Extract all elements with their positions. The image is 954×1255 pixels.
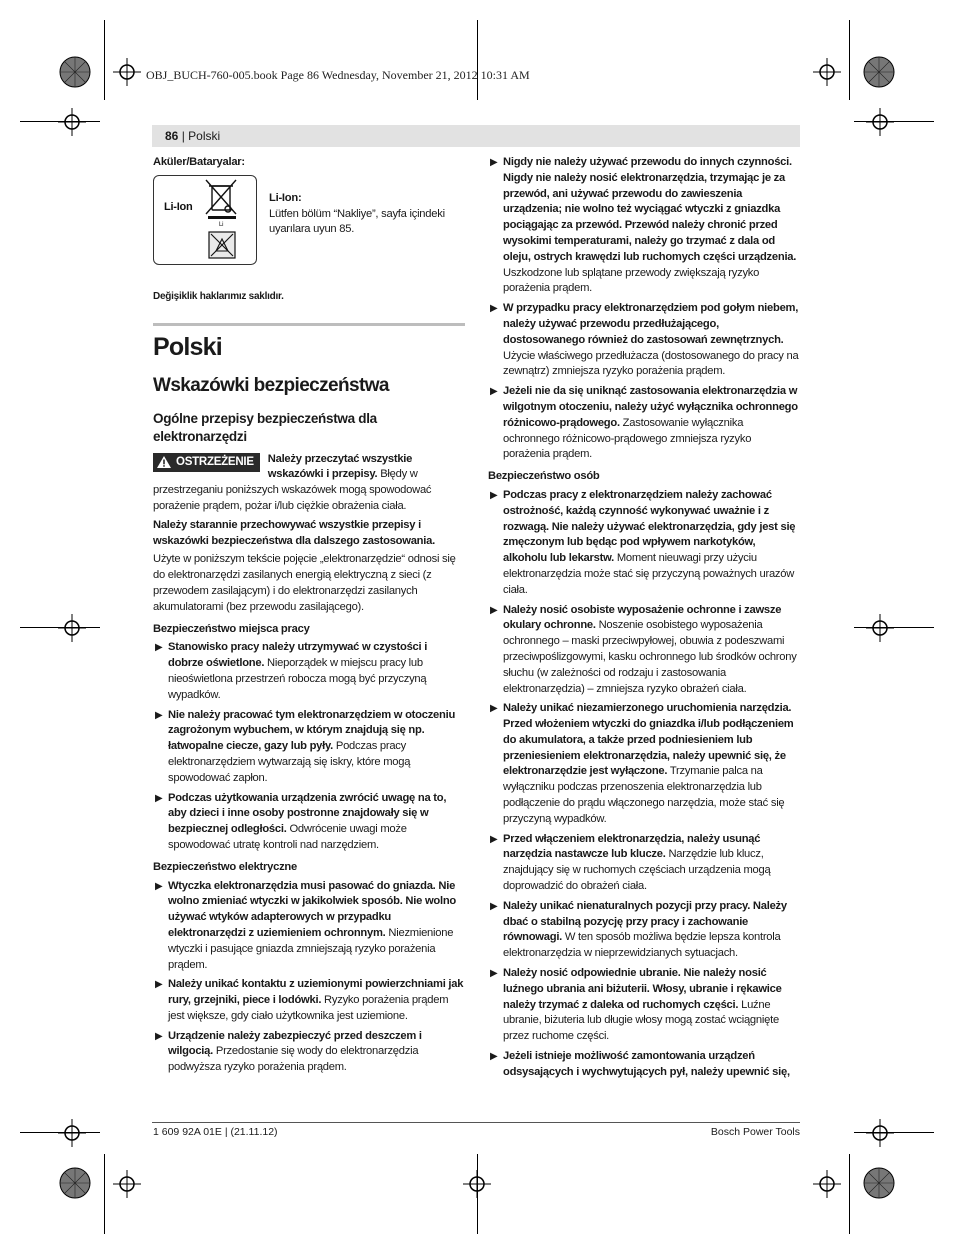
keep-instructions: Należy starannie przechowywać wszystkie przepisy i wskazówki bezpieczeństwa dla dalszego zastosowania. [153,518,435,547]
crop-line [477,1154,478,1234]
list-item-text: Niezmienione wtyczki i pasujące gniazda zmniejszają ryzyko porażenia prądem. [168,926,454,971]
list-item-text: Noszenie osobistego wyposażenia ochronnego – maski przeciwpyłowej, obuwia z podeszwami przeciwpoślizgowymi, kasku ochronnego lub środków ochrony słuchu (w zależności od rodzaju i zastosowania elektronarzędzia) – zmniejsza ryzyko obrażeń ciała. [503,619,797,695]
list-item [153,640,465,703]
list-item-bold: Przed włączeniem elektronarzędzia, należy usunąć narzędzia nastawcze lub klucze. [503,832,761,861]
list-item [488,832,800,895]
bullet-arrow-icon: ▶ [490,157,498,168]
warning-label: OSTRZEŻENIE [176,455,254,468]
crop-line [477,20,478,100]
header-separator: | [178,129,189,143]
warning-badge [153,453,260,473]
list-item-bold: Należy unikać nienaturalnych pozycji przy pracy. Należy dbać o stabilną pozycję przy pracy i zachowanie równowagi. [503,899,787,944]
crop-line [854,1132,934,1133]
bullet-arrow-icon: ▶ [490,303,498,315]
footer-rule [152,1122,800,1123]
workplace-safety-title: Bezpieczeństwo miejsca pracy [153,622,310,635]
list-item-bold: Należy nosić odpowiednie ubranie. Nie należy nosić luźnego ubrania ani biżuterii. Włosy, ubranie i rękawice należy trzymać z daleka od ruchomych części. [503,967,782,1011]
list-item [488,603,800,698]
battery-title: Aküler/Bataryalar: [153,156,245,168]
power-tool-definition: Użyte w poniższym tekście pojęcie „elektronarzędzie“ odnosi się do elektronarzędzi zasilanych energią elektryczną z sieci (z przewodem zasilającym) i do elektronarzędzi zasilanych akumulatorami (bez przewodu zasilającego). [153,553,456,613]
bullet-arrow-icon: ▶ [490,833,498,845]
crosshair-mark-icon [866,108,894,136]
crop-line [854,627,934,628]
list-item-text: Zastosowanie wyłącznika ochronnego różnicowo-prądowego zmniejsza ryzyko porażenia prądem. [503,416,752,461]
footer-brand: Bosch Power Tools [710,1126,800,1138]
crop-line [854,121,934,122]
list-item-text: Nieporządek w miejscu pracy lub nieoświetlona przestrzeń robocza mogą być przyczyną wypadków. [168,657,427,701]
right-column [488,155,800,1085]
bullet-arrow-icon: ▶ [155,709,163,721]
crop-line [20,1132,100,1133]
list-item-text: Luźne ubranie, biżuteria lub długie włosy mogą zostać wciągnięte przez ruchome części. [503,998,779,1043]
list-item-bold: Nigdy nie należy używać przewodu do innych czynności. Nigdy nie należy nosić elektronarzędzia, trzymając je za przewód, ani używać przewodu do zawieszenia urządzenia; nie wolno też wyciągać wtyczki z gniazdka pociągając za przewód. Przewód należy chronić przed wysokimi temperaturami, należy go trzymać z dala od oleju, ostrych krawędzi lub ruchomych części urządzenia. [503,156,797,263]
battery-text-body: Lütfen bölüm “Nakliye”, sayfa içindeki uyarılara uyun 85. [269,207,445,236]
crossed-bin-icon [154,176,258,266]
list-item-text: Moment nieuwagi przy użyciu elektronarzędzia może stać się przyczyną poważnych urazów ciała. [503,552,795,596]
warning-triangle-icon [157,456,171,468]
bullet-arrow-icon: ▶ [155,1030,163,1042]
disposal-symbol-box [153,175,257,265]
crosshair-mark-icon [113,58,141,86]
list-item-bold: Należy unikać kontaktu z uziemionymi powierzchniami jak rury, grzejniki, piece i lodówki. [168,978,464,1007]
list-item [488,701,800,827]
bullet-arrow-icon: ▶ [155,880,163,892]
list-item [153,791,465,854]
list-item-bold: Jeżeli istnieje możliwość zamontowania urządzeń odsysających i wychwytujących pył, należy upewnić się, [503,1050,790,1078]
page-header [152,125,800,147]
list-item [153,1029,465,1076]
changes-reserved: Değişiklik haklarımız saklıdır. [153,290,284,302]
list-item [153,879,465,974]
recycling-symbol-icon [208,231,236,259]
li-label: Li [219,221,224,228]
list-item [488,1049,800,1081]
language-heading: Polski [153,332,222,361]
crosshair-mark-icon [58,1119,86,1147]
crop-line [104,1154,105,1234]
warning-bold-text: Należy przeczytać wszystkie wskazówki i przepisy. [267,452,413,481]
list-item-bold: Urządzenie należy zabezpieczyć przed deszczem i wilgocią. [168,1029,422,1058]
crop-line [20,627,100,628]
bullet-arrow-icon: ▶ [155,642,163,654]
battery-text-title: Li-Ion: [269,191,302,204]
list-item [488,899,800,962]
section-rule [153,323,465,326]
bullet-arrow-icon: ▶ [490,900,498,912]
warning-paragraph [153,452,465,515]
list-item [488,301,800,380]
bullet-arrow-icon: ▶ [490,489,498,501]
page-number: 86 [165,129,179,143]
bullet-arrow-icon: ▶ [155,792,163,804]
list-item-text: Narzędzie lub klucz, znajdujący się w ruchomych częściach urządzenia mogą doprowadzić do obrażeń ciała. [503,848,771,893]
crosshair-mark-icon [113,1170,141,1198]
battery-text [269,191,465,265]
list-item [488,384,800,463]
list-item-bold: Należy unikać niezamierzonego uruchomienia narzędzia. Przed włożeniem wtyczki do gniazdka i/lub podłączeniem do akumulatora, a także przed podniesieniem lub przeniesieniem elektronarzędzia, należy upewnić się, że elektronarzędzie jest wyłączone. [503,702,794,778]
list-item-bold: Stanowisko pracy należy utrzymywać w czystości i dobrze oświetlone. [168,641,428,670]
crosshair-mark-icon [58,108,86,136]
liion-label: Li-Ion [164,200,193,213]
list-item-bold: Nie należy pracować tym elektronarzędziem w otoczeniu zagrożonym wybuchem, w którym znajdują się np. łatwopalne ciecze, gazy lub pyły. [168,708,456,753]
list-item [488,966,800,1045]
list-item-text: Ryzyko porażenia prądem jest większe, gdy ciało użytkownika jest uziemione. [168,994,449,1022]
battery-disposal [153,175,465,265]
list-item-bold: W przypadku pracy elektronarzędziem pod gołym niebem, należy używać przewodu przedłużającego, dostosowanego również do zastosowań zewnętrznych. [503,302,799,346]
list-item-bold: Należy nosić osobiste wyposażenie ochronne i zawsze okulary ochronne. [503,603,782,632]
list-item-text: Uszkodzone lub splątane przewody zwiększają ryzyko porażenia prądem. [503,266,760,295]
crop-line [849,1154,850,1234]
personal-safety-title: Bezpieczeństwo osób [488,470,600,483]
bullet-arrow-icon: ▶ [155,979,163,991]
list-item-bold: Podczas pracy z elektronarzędziem należy zachować ostrożność, każdą czynność wykonywać uważnie i z rozwagą. Nie należy używać elektronarzędzia, gdy jest się zmęczonym lub będąc pod wpływem narkotyków, alkoholu lub lekarstw. [503,488,796,565]
print-slug: OBJ_BUCH-760-005.book Page 86 Wednesday, November 21, 2012 10:31 AM [146,68,530,82]
general-safety-heading: Ogólne przepisy bezpieczeństwa dla elektronarzędzi [153,410,377,444]
list-item-text: Przedostanie się wody do elektronarzędzia podwyższa ryzyko porażenia prądem. [168,1045,419,1074]
safety-heading: Wskazówki bezpieczeństwa [153,374,389,396]
crosshair-mark-icon [866,614,894,642]
list-item-text: Użycie właściwego przedłużacza (dostosowanego do pracy na zewnątrz) zmniejsza ryzyko porażenia prądem. [503,349,799,378]
crop-line [104,20,105,100]
crosshair-mark-icon [58,614,86,642]
list-item-text: Trzymanie palca na wyłączniku podczas przenoszenia elektronarzędzia lub podłączenie do prądu włączonego narzędzia, może stać się przyczyną wypadków. [503,765,785,825]
bullet-arrow-icon: ▶ [490,1051,498,1063]
crosshair-mark-icon [866,1119,894,1147]
registration-mark-icon [862,55,896,89]
registration-mark-icon [58,1166,92,1200]
bullet-arrow-icon: ▶ [490,968,498,980]
list-item-text: Odwrócenie uwagi może spowodować utratę kontroli nad narzędziem. [168,823,407,851]
left-column [153,155,465,1080]
registration-mark-icon [862,1166,896,1200]
crop-line [849,20,850,100]
footer-doc-number: 1 609 92A 01E | (21.11.12) [153,1126,278,1138]
list-item-text: W ten sposób możliwa będzie lepsza kontrola elektronarzędzia w nieprzewidzianych sytuacjach. [503,931,781,960]
warning-text: Błędy w przestrzeganiu poniższych wskazówek mogą spowodować porażenie prądem, pożar i/lub ciężkie obrażenia ciała. [153,468,432,512]
list-item [153,977,465,1024]
crosshair-mark-icon [813,1170,841,1198]
list-item-bold: Podczas użytkowania urządzenia zwrócić uwagę na to, aby dzieci i inne osoby postronne znajdowały się w bezpiecznej odległości. [168,791,447,836]
crop-line [20,121,100,122]
bullet-arrow-icon: ▶ [490,386,498,398]
registration-mark-icon [58,55,92,89]
list-item-bold: Wtyczka elektronarzędzia musi pasować do gniazda. Nie wolno zmieniać wtyczki w jakikolwiek sposób. Nie wolno używać wtyków adapterowych w przypadku elektronarzędzi z uziemieniem ochronnym. [168,879,457,939]
electrical-safety-title: Bezpieczeństwo elektryczne [153,860,297,873]
list-item [153,708,465,787]
header-language: Polski [188,129,221,143]
page-header-text [165,129,220,143]
list-item-bold: Jeżeli nie da się uniknąć zastosowania elektronarzędzia w wilgotnym otoczeniu, należy użyć wyłącznika ochronnego różnicowo-prądowego. [503,385,798,429]
list-item [488,488,800,599]
bullet-arrow-icon: ▶ [490,703,498,715]
bullet-arrow-icon: ▶ [490,604,498,616]
list-item-text: Podczas pracy elektronarzędziem wytwarzają się iskry, które mogą spowodować zapłon. [168,740,411,784]
crosshair-mark-icon [813,58,841,86]
list-item [488,155,800,297]
